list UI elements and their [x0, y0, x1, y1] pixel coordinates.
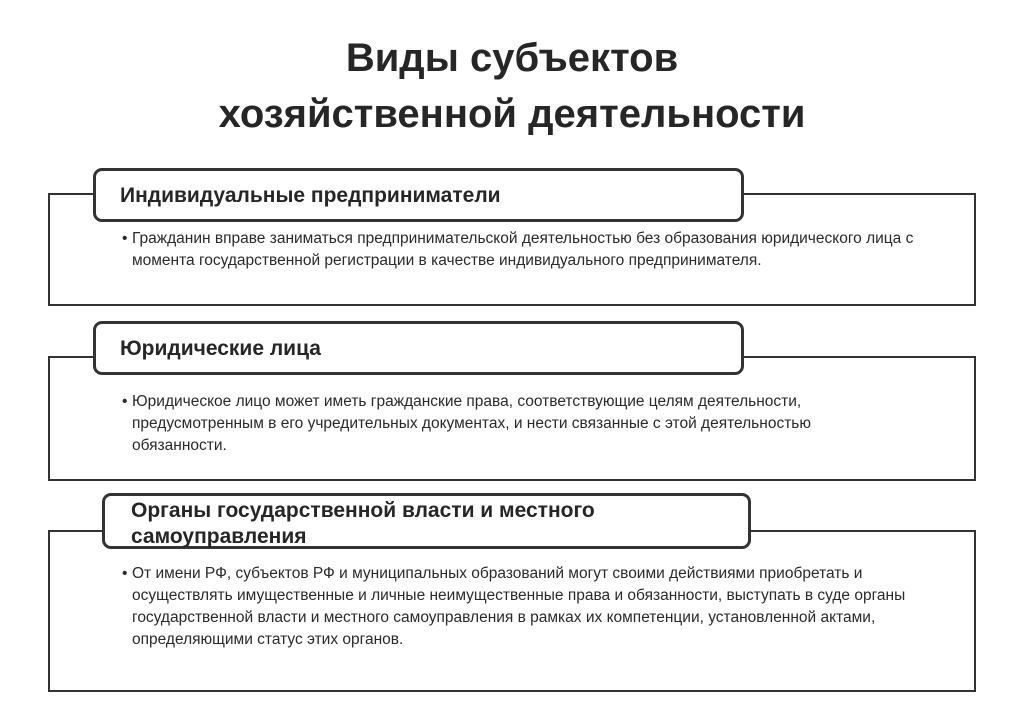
title-line-1: Виды субъектов: [345, 36, 679, 80]
section-3-bullet: [122, 563, 922, 651]
section-3-text: От имени РФ, субъектов РФ и муниципальных образований могут своими действиями приобретать и осуществлять имущественные и личные неимущественные права и обязанности, выступать в суде органы государственной власти и местного самоуправления в рамках их компетенции, установленной актами, определяющими статус этих органов.: [132, 565, 906, 648]
diagram-title: [0, 30, 1024, 142]
section-3-bullet-dot: •: [122, 565, 128, 582]
section-1-heading: Индивидуальные предприниматели: [120, 184, 501, 207]
section-2-heading: Юридические лица: [120, 337, 321, 360]
section-2-header-box: [93, 321, 744, 375]
section-3-heading: Органы государственной власти и местного самоуправления: [131, 499, 595, 548]
section-2-text: Юридическое лицо может иметь гражданские права, соответствующие целям деятельности, предусмотренным в его учредительных документах, и нести связанные с этой деятельностью обязанности.: [132, 393, 811, 454]
section-2-bullet: [122, 391, 892, 457]
section-3-header-box: [102, 493, 751, 549]
section-1-bullet-dot: •: [122, 230, 128, 247]
section-1-text: Гражданин вправе заниматься предпринимательской деятельностью без образования юридического лица с момента государственной регистрации в качестве индивидуального предпринимателя.: [132, 230, 914, 269]
title-line-2: хозяйственной деятельности: [218, 92, 806, 136]
section-2-bullet-dot: •: [122, 393, 128, 410]
section-1-header-box: [93, 168, 744, 222]
section-1-bullet: [122, 228, 922, 272]
